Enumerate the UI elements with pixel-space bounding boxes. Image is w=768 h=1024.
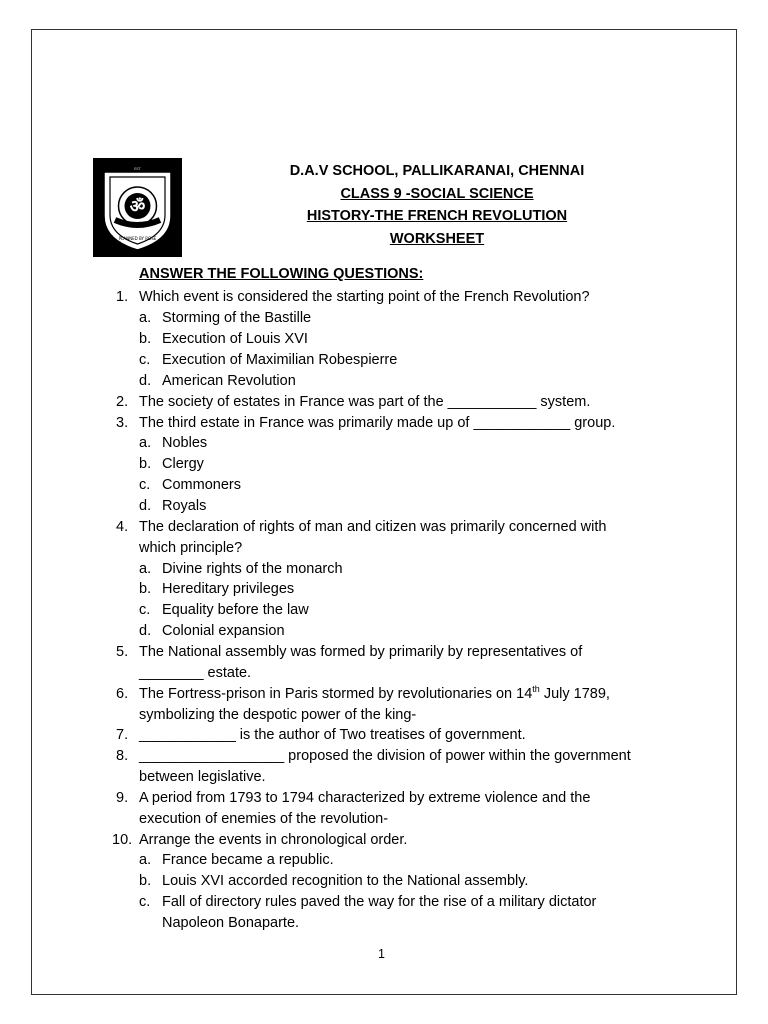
question-4-line-2: which principle? [139,540,243,556]
question-1-option-a: a. Storming of the Bastille [139,310,312,326]
school-name: D.A.V SCHOOL, PALLIKARANAI, CHENNAI [289,163,585,179]
question-10-option-a: a. France became a republic. [139,852,334,868]
question-10-option-c-continuation: Napoleon Bonaparte. [162,915,300,931]
question-5-line-2: ________ estate. [139,665,252,681]
instruction-heading: ANSWER THE FOLLOWING QUESTIONS: [139,266,424,282]
logo-motto: PLANNED BY ROSE [118,236,157,241]
question-1: 1. Which event is considered the starting point of the French Revolution? [116,289,590,305]
question-8-line-2: between legislative. [139,769,266,785]
question-9-line-2: execution of enemies of the revolution- [139,811,389,827]
question-10: 10. Arrange the events in chronological order. [112,832,408,848]
question-3-option-d: d. Royals [139,498,207,514]
svg-text:ॐ: ॐ [129,197,146,217]
question-4-option-b: b. Hereditary privileges [139,581,295,597]
school-crest-icon [93,158,182,257]
question-6: 6. The Fortress-prison in Paris stormed by revolutionaries on 14th July 1789, [116,684,610,702]
subject-title: HISTORY-THE FRENCH REVOLUTION [306,208,568,224]
question-6-line-2: symbolizing the despotic power of the king- [139,707,417,723]
question-3-option-b: b. Clergy [139,456,204,472]
worksheet-title: WORKSHEET [389,230,485,247]
question-2: 2. The society of estates in France was part of the ___________ system. [116,394,591,410]
question-10-option-c: c. Fall of directory rules paved the way for the rise of a military dictator [139,894,597,910]
question-5: 5. The National assembly was formed by primarily by representatives of [116,644,583,660]
svg-text:EST: EST [134,167,141,171]
question-1-option-b: b. Execution of Louis XVI [139,331,308,347]
question-4: 4. The declaration of rights of man and citizen was primarily concerned with [116,519,607,535]
question-10-option-b: b. Louis XVI accorded recognition to the National assembly. [139,873,529,889]
question-8: 8. __________________ proposed the division of power within the government [116,748,631,764]
question-7: 7. ____________ is the author of Two treatises of government. [116,727,526,743]
question-1-option-c: c. Execution of Maximilian Robespierre [139,352,398,368]
question-3: 3. The third estate in France was primarily made up of ____________ group. [116,415,616,431]
question-3-option-a: a. Nobles [139,435,208,451]
question-1-option-d: d. American Revolution [139,373,296,389]
question-4-option-c: c. Equality before the law [139,602,309,618]
class-title: CLASS 9 -SOCIAL SCIENCE [340,185,534,202]
question-9: 9. A period from 1793 to 1794 characterized by extreme violence and the [116,790,591,806]
question-3-option-c: c. Commoners [139,477,241,493]
question-4-option-a: a. Divine rights of the monarch [139,561,343,577]
page-number: 1 [378,947,385,961]
worksheet-header [222,160,652,250]
school-logo [93,158,182,257]
question-4-option-d: d. Colonial expansion [139,623,285,639]
